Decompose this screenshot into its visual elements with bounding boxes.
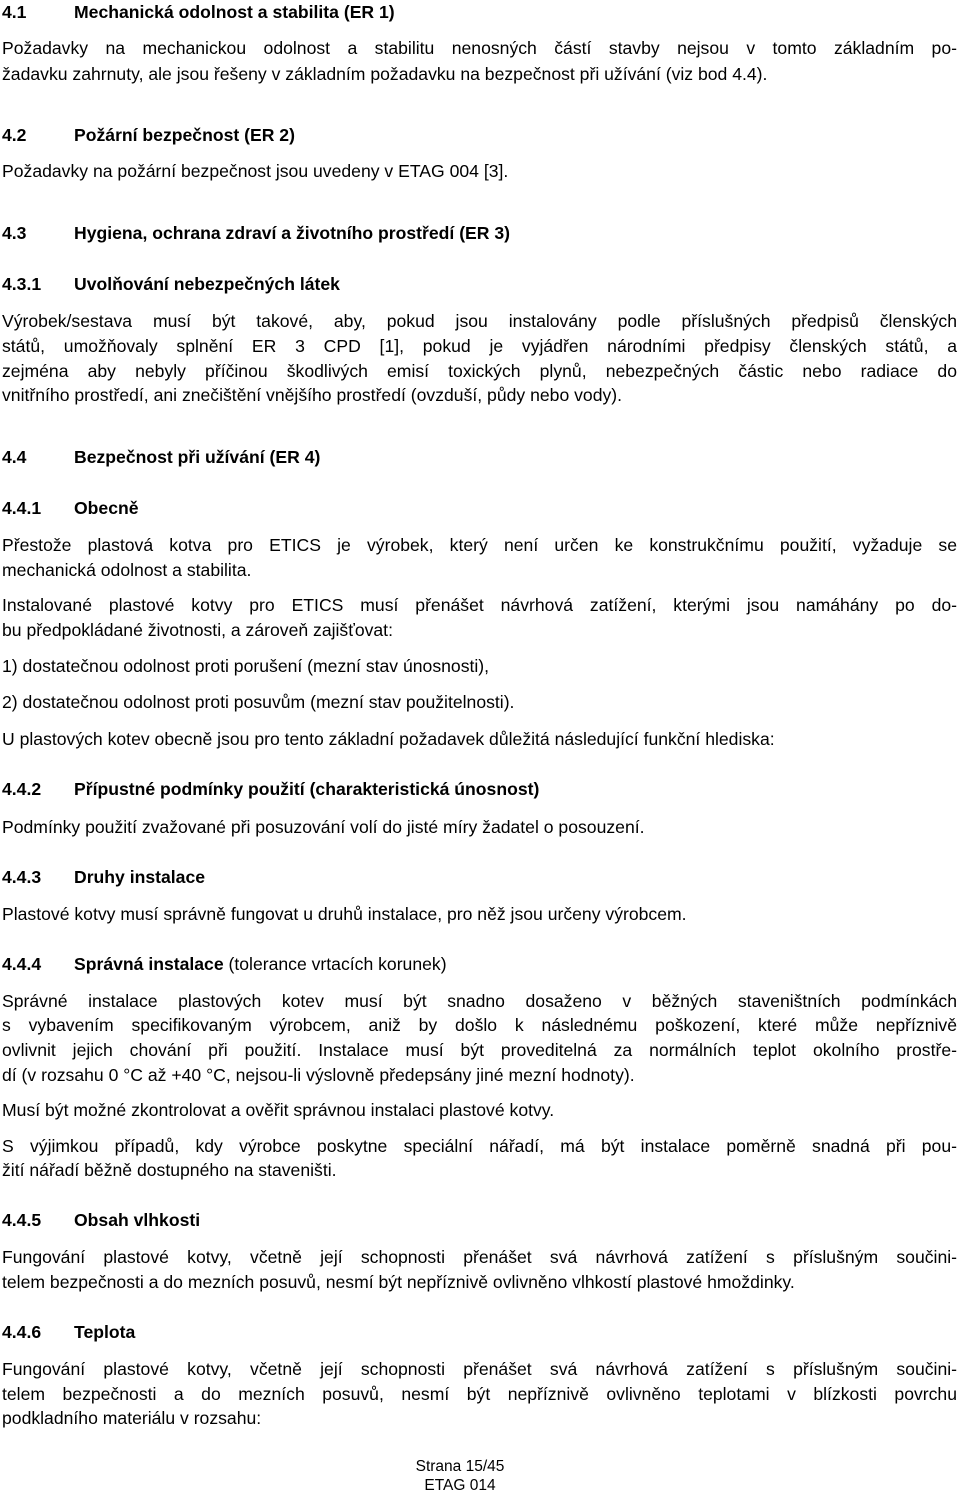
paragraph-line: Přestože plastová kotva pro ETICS je výrobek, který není určen ke konstrukčnímu použití, vyžaduje se (2, 535, 957, 555)
paragraph-line: dí (v rozsahu 0 °C až +40 °C, nejsou-li výslovně předepsány jiné mezní hodnoty). (2, 1065, 635, 1085)
paragraph-line: telem bezpečnosti a do mezních posuvů, nesmí být nepříznivě ovlivněno vlhkostí plastové hmoždinky. (2, 1272, 795, 1292)
paragraph-line: Správné instalace plastových kotev musí být snadno dosaženo v běžných staveništních podmínkách (2, 991, 957, 1011)
heading-4-4-6: 4.4.6 Teplota (2, 1322, 136, 1342)
paragraph-line: Fungování plastové kotvy, včetně její schopnosti přenášet svá návrhová zatížení s příslušným součini- (2, 1247, 957, 1267)
paragraph-line: Požadavky na požární bezpečnost jsou uvedeny v ETAG 004 [3]. (2, 161, 509, 181)
paragraph-line: Musí být možné zkontrolovat a ověřit správnou instalaci plastové kotvy. (2, 1100, 555, 1120)
paragraph-line: žadavku zahrnuty, ale jsou řešeny v základním požadavku na bezpečnost při užívání (viz bod 4.4). (2, 64, 768, 84)
heading-4-4-5: 4.4.5 Obsah vlhkosti (2, 1210, 201, 1230)
paragraph-line: Výrobek/sestava musí být takové, aby, pokud jsou instalovány podle příslušných předpisů členských (2, 311, 957, 331)
document-code: ETAG 014 (424, 1477, 496, 1494)
list-item: 2) dostatečnou odolnost proti posuvům (mezní stav použitelnosti). (2, 692, 515, 712)
paragraph-line: telem bezpečnosti a do mezních posuvů, nesmí být nepříznivě ovlivněno teplotami v blízkosti povrchu (2, 1384, 957, 1404)
heading-4-4: 4.4 Bezpečnost při užívání (ER 4) (2, 447, 321, 467)
paragraph-line: bu předpokládané životnosti, a zároveň zajišťovat: (2, 620, 393, 640)
paragraph-line: žití nářadí běžně dostupného na staveništi. (2, 1160, 337, 1180)
paragraph-line: podkladního materiálu v rozsahu: (2, 1408, 262, 1428)
paragraph-line: vnitřního prostředí, ani znečištění vnějšího prostředí (ovzduší, půdy nebo vody). (2, 385, 623, 405)
paragraph-line: Plastové kotvy musí správně fungovat u druhů instalace, pro něž jsou určeny výrobcem. (2, 904, 687, 924)
page-number: Strana 15/45 (415, 1458, 505, 1475)
heading-4-4-2: 4.4.2 Přípustné podmínky použití (charakteristická únosnost) (2, 779, 540, 799)
heading-4-3: 4.3 Hygiena, ochrana zdraví a životního prostředí (ER 3) (2, 223, 511, 243)
paragraph-line: s vybavením specifikovaným výrobcem, aniž by došlo k následnému poškození, které může nepříznivě (2, 1015, 957, 1035)
paragraph-line: mechanická odolnost a stabilita. (2, 560, 252, 580)
paragraph-line: zejména aby nebyly příčinou škodlivých emisí toxických plynů, nebezpečných částic nebo radiace do (2, 361, 957, 381)
heading-4-1: 4.1 Mechanická odolnost a stabilita (ER 1) (2, 2, 395, 22)
paragraph-line: států, umožňovaly splnění ER 3 CPD [1], pokud je vyjádřen národními předpisy členských států, a (2, 336, 957, 356)
paragraph-line: ovlivnit jejich chování při použití. Instalace musí být proveditelná za normálních teplot okolního prostře- (2, 1040, 957, 1060)
paragraph-line: Fungování plastové kotvy, včetně její schopnosti přenášet svá návrhová zatížení s příslušným součini- (2, 1359, 957, 1379)
paragraph-line: U plastových kotev obecně jsou pro tento základní požadavek důležitá následující funkční hlediska: (2, 729, 775, 749)
heading-4-4-1: 4.4.1 Obecně (2, 498, 139, 518)
heading-4-4-3: 4.4.3 Druhy instalace (2, 867, 206, 887)
list-item: 1) dostatečnou odolnost proti porušení (mezní stav únosnosti), (2, 656, 490, 676)
heading-4-2: 4.2 Požární bezpečnost (ER 2) (2, 125, 295, 145)
paragraph-line: Požadavky na mechanickou odolnost a stabilitu nenosných částí stavby nejsou v tomto základním po- (2, 38, 957, 58)
paragraph-line: Podmínky použití zvažované při posuzování volí do jisté míry žadatel o posouzení. (2, 817, 645, 837)
paragraph-line: Instalované plastové kotvy pro ETICS musí přenášet návrhová zatížení, kterými jsou namáhány po do- (2, 595, 957, 615)
paragraph-line: S výjimkou případů, kdy výrobce poskytne speciální nářadí, má být instalace poměrně snadná při pou- (2, 1136, 957, 1156)
heading-4-4-4: 4.4.4 Správná instalace (tolerance vrtacích korunek) (2, 954, 447, 974)
heading-4-3-1: 4.3.1 Uvolňování nebezpečných látek (2, 274, 340, 294)
